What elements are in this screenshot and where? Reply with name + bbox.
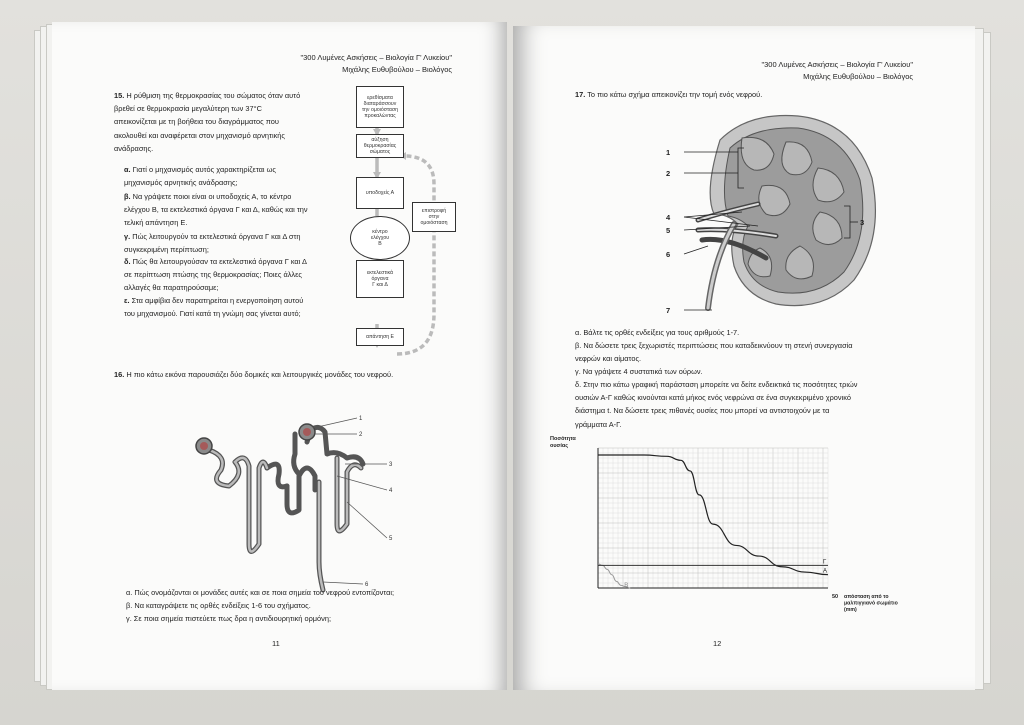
flow-box-temp-line: θερμοκρασίας [363,143,397,149]
chart-grid [598,448,828,588]
q17-part-c: γ. Να γράψετε 4 συστατικά των ούρων. [575,367,703,376]
q15-e-label: ε. [124,296,130,305]
kidney-label-6: 6 [666,250,671,259]
flow-effectors-line: Γ και Δ [372,282,388,288]
q15-a-line: μηχανισμός αρνητικής ανάδρασης; [124,178,238,188]
q15-intro-line: βρεθεί σε θερμοκρασία μεγαλύτερη των 37°C [114,104,262,114]
flow-return-line: ομοιόσταση [420,220,448,226]
kidney-label-4: 4 [666,213,671,222]
nephron-label-5: 5 [389,536,393,542]
q17-d-line: γράμματα Α-Γ. [575,419,622,429]
flow-box-response-label: απάντηση Ε [365,334,395,340]
kidney-label-1: 1 [666,148,671,157]
nephron-label-2: 2 [359,432,363,438]
q16-number: 16. [114,370,125,379]
q15-e-line: Στα αμφίβια δεν παρατηρείται η ενεργοποίηση αυτού [131,296,304,305]
q15-a-line: Γιατί ο μηχανισμός αυτός χαρακτηρίζεται ως [132,165,276,174]
chart-xlabel: απόσταση από το μαλπιγγιανό σωμάτιο (mm) [844,594,898,613]
q17-b-line: β. Να δώσετε τρεις ξεχωριστές περιπτώσεις που καταδεικνύουν τη στενή συνεργασία [575,341,853,350]
flow-box-response [356,328,404,346]
q16-part-a: α. Πώς ονομάζονται οι μονάδες αυτές και σε ποια σημεία του νεφρού εντοπίζονται; [126,588,395,597]
flow-box-stimuli-line: διαταράσσουν [363,101,397,107]
nephron-label-3: 3 [389,462,393,468]
nephron-label-6: 6 [365,582,369,588]
q15-d-line: αλλαγές θα παρατηρούσαμε; [124,283,219,293]
flow-box-stimuli [356,86,404,128]
q16-part-b: β. Να καταγράψετε τις ορθές ενδείξεις 1-6 του σχήματος. [126,601,311,610]
q17-d-line: διάστημα t. Να δώσετε τρεις πιθανές ουσίες που μπορεί να αντιστοιχούν με τα [575,406,830,416]
q17-part-b [575,339,965,365]
q15-d-line: σε περίπτωση πτώσης της θερμοκρασίας; Ποιες άλλες [124,270,302,280]
page-number-right: 12 [713,639,722,648]
q17-b-line: νεφρών και αίματος. [575,354,642,364]
q15-intro-line: απεικονίζεται με τη βοήθεια του διαγράμματος που [114,117,279,127]
q15-a-label: α. [124,165,131,174]
flow-center-line: ελέγχου [370,235,390,241]
flow-return-line: στην [428,214,440,220]
q16-question: Η πιο κάτω εικόνα παρουσιάζει δύο δομικές και λειτουργικές μονάδες του νεφρού. [126,370,394,379]
q15-c-label: γ. [124,232,131,241]
author-line: Μιχάλης Ευθυβούλου – Βιολόγος [342,65,452,74]
chart-ylabel: Ποσότητα ουσίας [550,436,576,449]
q15-intro [114,89,332,155]
chart-series-label-Α: Α [823,568,828,575]
q15-part-e [124,294,339,320]
q15-b-line: τελική απάντηση Ε. [124,218,188,228]
flow-box-stimuli-line: προκαλώντας [364,113,396,119]
q15-part-d [124,255,334,295]
q17-part-a: α. Βάλτε τις ορθές ενδείξεις για τους αριθμούς 1-7. [575,328,740,337]
q15-intro-line: Η ρύθμιση της θερμοκρασίας του σώματος όταν αυτό [126,91,301,100]
page-header-left [252,52,452,76]
flow-box-effectors [356,260,404,298]
author-line: Μιχάλης Ευθυβούλου – Βιολόγος [803,72,913,81]
nephron-label-4: 4 [389,488,393,494]
page-header-right [713,59,913,83]
q15-part-b [124,190,334,230]
flow-center-line: Β [378,241,382,247]
substance-quantity-chart [538,430,908,630]
book-title: "300 Λυμένες Ασκήσεις – Βιολογία Γ' Λυκείου" [300,53,452,62]
nephron-label-1: 1 [359,416,363,422]
q15-intro-line: ακολουθεί και αναφέρεται στον μηχανισμό αρνητικής [114,130,285,140]
q15-part-c [124,230,334,256]
q15-intro-line: ανάδρασης. [114,143,154,153]
q15-c-line: Πώς λειτουργούν τα εκτελεστικά όργανα Γ και Δ στη [132,232,301,241]
chart-series-label-Β: Β [624,583,629,589]
flow-effectors-line: εκτελεστικά [366,270,394,276]
q17-part-d [575,378,955,431]
q15-e-line: του μηχανισμού. Γιατί κατά τη γνώμη σας γίνεται αυτό; [124,309,301,319]
kidney-cross-section [658,108,898,318]
right-page [513,26,975,690]
flow-box-receptors-label: υποδοχείς Α [365,190,395,196]
kidney-label-2: 2 [666,169,671,178]
flow-control-center [350,216,410,260]
flow-effectors-line: όργανα [371,276,389,282]
ureter [708,224,734,308]
q15-d-label: δ. [124,257,131,266]
q15-number: 15. [114,91,125,100]
q15-d-line: Πώς θα λειτουργούσαν τα εκτελεστικά όργανα Γ και Δ [132,257,307,266]
book-title: "300 Λυμένες Ασκήσεις – Βιολογία Γ' Λυκείου" [761,60,913,69]
left-page [52,22,507,690]
q15-c-line: συγκεκριμένη περίπτωση; [124,245,209,255]
q15-b-line: ελέγχου Β, τα εκτελεστικά όργανα Γ και Δ, καθώς και την [124,205,308,215]
flow-box-receptors [356,177,404,209]
page-number-left: 11 [272,639,280,648]
flow-box-stimuli-line: ερεθίσματα [367,95,393,101]
q15-part-a [124,163,332,189]
q15-b-label: β. [124,192,131,201]
chart-series-label-Γ: Γ [823,559,827,566]
q17-d-line: δ. Στην πιο κάτω γραφική παράσταση μπορείτε να δείτε ενδεικτικά τις ποσότητες τριών [575,380,858,389]
flow-center-line: κέντρο [372,229,388,235]
q16-text [114,368,504,381]
chart-x-tick-50: 50 [832,594,839,600]
q17-d-line: ουσιών Α-Γ καθώς κινούνται κατά μήκος ενός νεφρώνα σε ένα συγκεκριμένο χρονικό [575,393,851,403]
flow-return-homeostasis [412,202,456,232]
q16-part-c: γ. Σε ποια σημεία πιστεύετε πως δρα η αντιδιουρητική ορμόνη; [126,614,332,623]
flow-box-temp-line: αύξηση [371,137,389,143]
q17-number: 17. [575,90,586,99]
kidney-label-7: 7 [666,306,671,315]
kidney-label-3: 3 [860,218,865,227]
flow-box-temp-line: σώματος [369,149,391,155]
q17-question: Το πιο κάτω σχήμα απεικονίζει την τομή ενός νεφρού. [587,90,763,99]
q15-b-line: Να γράψετε ποιοι είναι οι υποδοχείς Α, το κέντρο [132,192,292,201]
q17-text [575,88,955,101]
kidney-label-5: 5 [666,226,671,235]
flow-box-stimuli-line: την ομοιόσταση [361,107,399,113]
flow-return-line: επιστροφή [421,208,447,214]
flow-box-temperature-rise [356,134,404,158]
